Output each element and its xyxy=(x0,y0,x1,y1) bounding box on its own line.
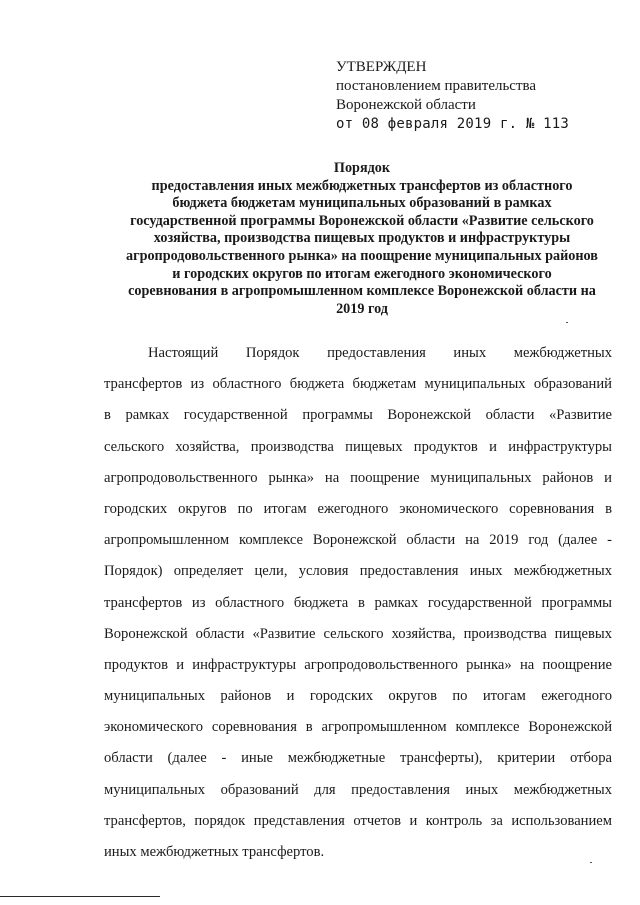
body-line: трансфертов, порядок представления отчетов и контроль за использованием xyxy=(104,812,612,829)
body-line: экономического соревнования в агропромышленном комплексе Воронежской xyxy=(104,719,612,736)
title-line: и городских округов по итогам ежегодного экономического xyxy=(172,265,552,282)
body-line: иных межбюджетных трансфертов. xyxy=(104,844,325,860)
title-line: соревнования в агропромышленном комплексе Воронежской области на xyxy=(128,283,596,300)
title-line: 2019 год xyxy=(336,300,388,317)
scan-speck xyxy=(566,322,568,323)
body-line: городских округов по итогам ежегодного экономического соревнования в xyxy=(104,500,612,517)
approval-date-number: от 08 февраля 2019 г. № 113 xyxy=(336,116,569,132)
title-line: государственной программы Воронежской области «Развитие сельского xyxy=(130,212,594,229)
body-line: муниципальных районов и городских округов по итогам ежегодного xyxy=(104,688,612,705)
scan-speck xyxy=(590,862,592,863)
body-line: Порядок) определяет цели, условия предоставления иных межбюджетных xyxy=(104,563,612,580)
body-line: сельского хозяйства, производства пищевых продуктов и инфраструктуры xyxy=(104,438,612,455)
document-title xyxy=(100,160,624,318)
body-line: области (далее - иные межбюджетные трансферты), критерии отбора xyxy=(104,750,612,767)
body-line: продуктов и инфраструктуры агропродовольственного рынка» на поощрение xyxy=(104,656,612,673)
body-line: трансфертов из областного бюджета бюджетам муниципальных образований xyxy=(104,376,612,393)
title-line: агропродовольственного рынка» на поощрение муниципальных районов xyxy=(126,247,598,264)
body-line: в рамках государственной программы Воронежской области «Развитие xyxy=(104,407,612,424)
approval-block xyxy=(336,58,569,134)
title-line: Порядок xyxy=(333,160,391,176)
body-line: агропродовольственного рынка» на поощрение муниципальных районов и xyxy=(104,469,612,486)
body-line: муниципальных образований для предоставления иных межбюджетных xyxy=(104,781,612,798)
body-line: Настоящий Порядок предоставления иных межбюджетных xyxy=(148,345,612,361)
body-line: трансфертов из областного бюджета в рамках государственной программы xyxy=(104,594,612,611)
approval-line-2: Воронежской области xyxy=(336,97,476,113)
footer-rule xyxy=(0,896,160,897)
title-line: бюджета бюджетам муниципальных образований в рамках xyxy=(172,195,552,212)
body-line: агропромышленном комплексе Воронежской области на 2019 год (далее - xyxy=(104,532,612,549)
body-paragraph xyxy=(104,338,612,868)
approval-heading: УТВЕРЖДЕН xyxy=(336,59,427,75)
approval-line-1: постановлением правительства xyxy=(336,78,537,94)
title-line: хозяйства, производства пищевых продуктов и инфраструктуры xyxy=(153,230,571,247)
title-line: предоставления иных межбюджетных трансфертов из областного xyxy=(151,177,573,194)
body-line: Воронежской области «Развитие сельского хозяйства, производства пищевых xyxy=(104,625,612,642)
